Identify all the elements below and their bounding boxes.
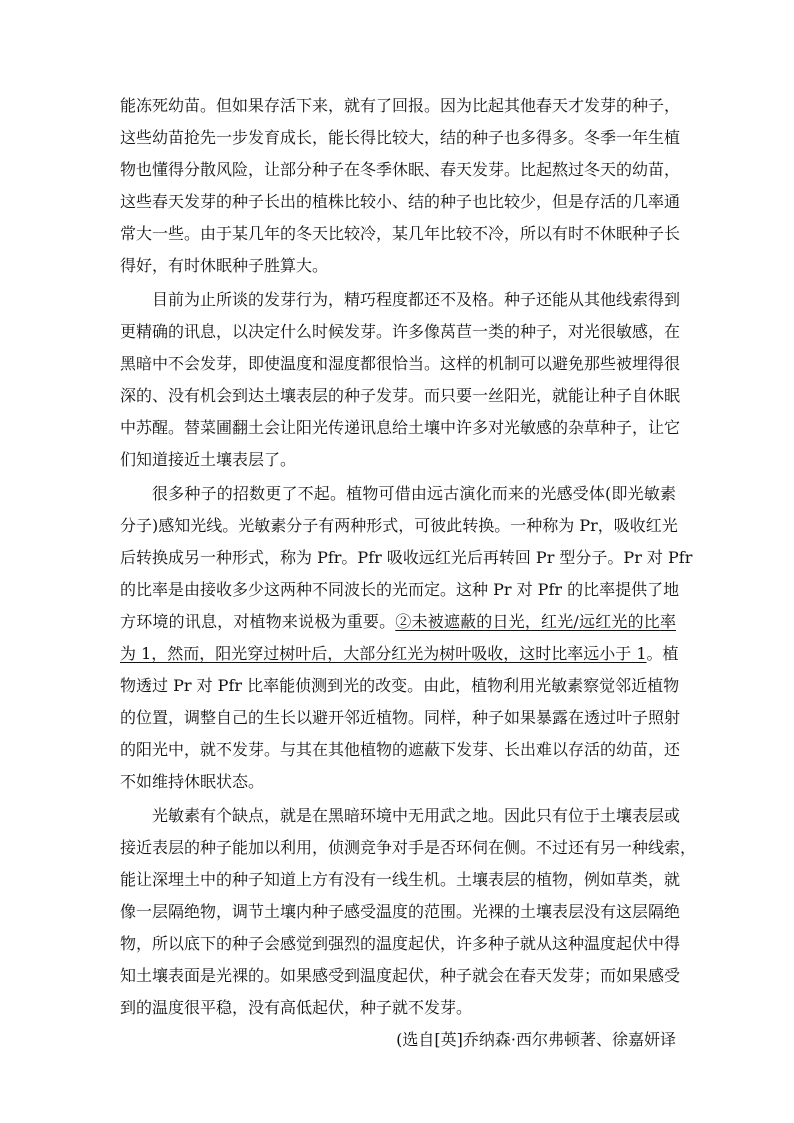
text-line: 后转换成另一种形式，称为 Pfr。Pfr 吸收远红光后再转回 Pr 型分子。Pr 对 Pfr xyxy=(120,548,693,567)
text-line-with-underline xyxy=(120,606,676,638)
text-line: 的比率是由接收多少这两种不同波长的光而定。这种 Pr 对 Pfr 的比率提供了地 xyxy=(120,580,680,599)
text-line: 知土壤表面是光裸的。如果感受到温度起伏，种子就会在春天发芽；而如果感受 xyxy=(120,966,681,985)
text-line: 很多种子的招数更了不起。植物可借由远古演化而来的光感受体(即光敏素 xyxy=(152,484,676,503)
paragraph-1 xyxy=(120,90,681,282)
text-line: 常大一些。由于某几年的冬天比较冷，某几年比较不冷，所以有时不休眠种子长 xyxy=(120,224,681,243)
text-line: 得好，有时休眠种子胜算大。 xyxy=(120,256,329,275)
paragraph-2 xyxy=(120,284,681,476)
underlined-sentence-2: ②未被遮蔽的日光，红光/远红光的比率 xyxy=(395,612,676,631)
text-line: 像一层隔绝物，调节土壤内种子感受温度的范围。光裸的土壤表层没有这层隔绝 xyxy=(120,902,681,921)
text-line: 接近表层的种子能加以利用，侦测竞争对手是否环伺在侧。不过还有另一种线索， xyxy=(120,838,697,857)
text-line: 物透过 Pr 对 Pfr 比率能侦测到光的改变。由此，植物利用光敏素察觉邻近植物 xyxy=(120,676,680,695)
text-line: 的阳光中，就不发芽。与其在其他植物的遮蔽下发芽、长出难以存活的幼苗，还 xyxy=(120,740,681,759)
text-line: 们知道接近土壤表层了。 xyxy=(120,450,297,469)
text-line: 这些春天发芽的种子长出的植株比较小、结的种子也比较少，但是存活的几率通 xyxy=(120,192,681,211)
source-citation: (选自[英]乔纳森·西尔弗顿著、徐嘉妍译 xyxy=(396,1030,676,1049)
text-span: 方环境的讯息，对植物来说极为重要。 xyxy=(120,612,396,631)
text-line: 不如维持休眠状态。 xyxy=(120,772,265,791)
text-line-with-underline xyxy=(120,638,679,670)
underlined-sentence-2-cont: 为 1，然而，阳光穿过树叶后，大部分红光为树叶吸收，这时比率远小于 1 xyxy=(120,644,647,663)
text-line: 能让深埋土中的种子知道上方有没有一线生机。土壤表层的植物，例如草类，就 xyxy=(120,870,681,889)
text-line: 这些幼苗抢先一步发育成长，能长得比较大，结的种子也多得多。冬季一年生植 xyxy=(120,128,681,147)
text-span: 。植 xyxy=(646,644,679,663)
text-line: 黑暗中不会发芽，即使温度和湿度都很恰当。这样的机制可以避免那些被埋得很 xyxy=(120,354,681,373)
text-line: 深的、没有机会到达土壤表层的种子发芽。而只要一丝阳光，就能让种子自休眠 xyxy=(120,386,681,405)
text-line: 更精确的讯息，以决定什么时候发芽。许多像莴苣一类的种子，对光很敏感，在 xyxy=(120,322,681,341)
paragraph-4 xyxy=(120,800,697,1024)
text-line: 分子)感知光线。光敏素分子有两种形式，可彼此转换。一种称为 Pr，吸收红光 xyxy=(120,516,678,535)
text-line: 物，所以底下的种子会感觉到强烈的温度起伏，许多种子就从这种温度起伏中得 xyxy=(120,934,681,953)
text-line: 到的温度很平稳，没有高低起伏，种子就不发芽。 xyxy=(120,998,473,1017)
text-line: 能冻死幼苗。但如果存活下来，就有了回报。因为比起其他春天才发芽的种子， xyxy=(120,96,681,115)
article-body xyxy=(120,90,697,1056)
text-line: 中苏醒。替菜圃翻土会让阳光传递讯息给土壤中许多对光敏感的杂草种子，让它 xyxy=(120,418,681,437)
paragraph-3 xyxy=(120,478,693,798)
text-line: 光敏素有个缺点，就是在黑暗环境中无用武之地。因此只有位于土壤表层或 xyxy=(152,806,681,825)
text-line: 物也懂得分散风险，让部分种子在冬季休眠、春天发芽。比起熬过冬天的幼苗， xyxy=(120,160,681,179)
text-line: 目前为止所谈的发芽行为，精巧程度都还不及格。种子还能从其他线索得到 xyxy=(152,290,681,309)
text-line: 的位置，调整自己的生长以避开邻近植物。同样，种子如果暴露在透过叶子照射 xyxy=(120,708,681,727)
